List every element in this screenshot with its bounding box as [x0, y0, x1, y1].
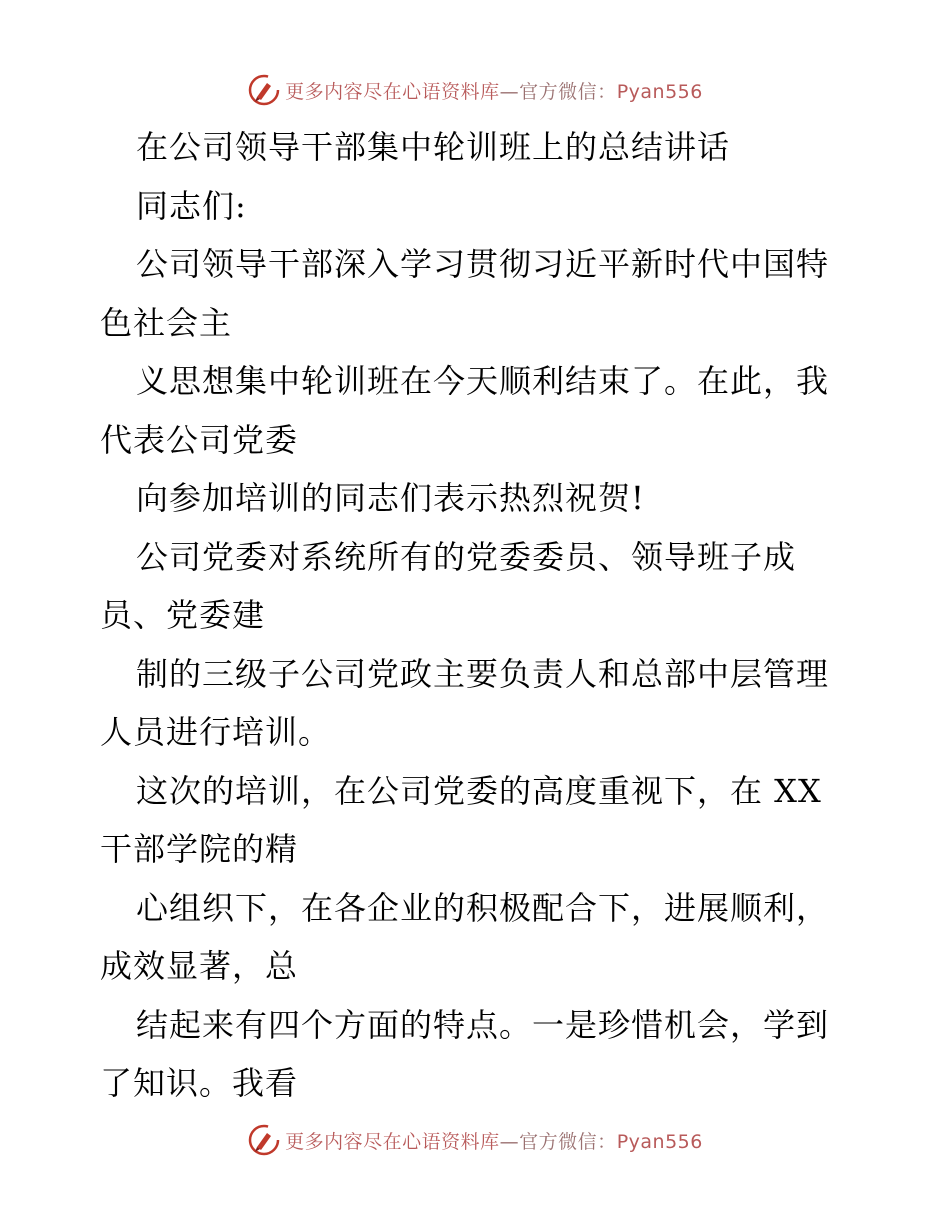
- paragraph-line: 干部学院的精: [100, 830, 299, 868]
- paragraph-line: 了知识。我看: [100, 1064, 299, 1102]
- paragraph-line: 成效显著，总: [100, 947, 299, 985]
- banner-id-text: Pyan556: [616, 1130, 703, 1153]
- paragraph-line: 公司党委对系统所有的党委委员、领导班子成: [136, 537, 797, 576]
- banner-separator-text: —官方微信：: [499, 80, 617, 103]
- banner-text: [285, 77, 703, 104]
- pen-nib-logo-icon: [247, 73, 281, 107]
- paragraph-line: 这次的培训，在公司党委的高度重视下，在 XX: [136, 771, 822, 810]
- paragraph-line: 向参加培训的同志们表示热烈祝贺!: [136, 479, 645, 517]
- paragraph-line: 公司领导干部深入学习贯彻习近平新时代中国特: [136, 245, 830, 283]
- banner-separator-text: —官方微信：: [499, 1130, 617, 1153]
- footer-banner: [0, 1120, 950, 1160]
- document-body: [100, 118, 852, 1113]
- banner-main-text: 更多内容尽在心语资料库: [285, 1130, 500, 1153]
- paragraph-line: 同志们:: [136, 186, 247, 225]
- paragraph-line: 代表公司党委: [100, 420, 299, 459]
- paragraph-line: 制的三级子公司党政主要负责人和总部中层管理: [136, 654, 830, 693]
- banner-text: [285, 1127, 703, 1154]
- banner-id-text: Pyan556: [616, 80, 703, 103]
- paragraph-line: 心组织下，在各企业的积极配合下，进展顺利，: [136, 888, 830, 927]
- paragraph-line: 员、党委建: [100, 596, 266, 634]
- header-banner: [0, 70, 950, 110]
- document-title: 在公司领导干部集中轮训班上的总结讲话: [136, 128, 731, 166]
- banner-main-text: 更多内容尽在心语资料库: [285, 80, 500, 103]
- paragraph-line: 色社会主: [100, 303, 233, 342]
- paragraph-line: 人员进行培训。: [100, 713, 332, 751]
- paragraph-line: 义思想集中轮训班在今天顺利结束了。在此，我: [136, 362, 830, 400]
- paragraph-line: 结起来有四个方面的特点。一是珍惜机会，学到: [136, 1005, 830, 1044]
- pen-nib-logo-icon: [247, 1123, 281, 1157]
